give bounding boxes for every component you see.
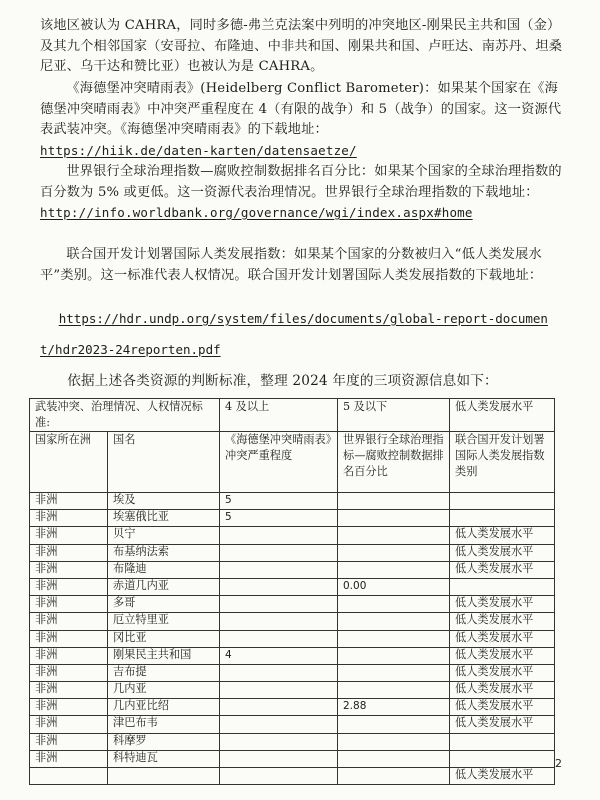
table-row (30, 613, 555, 630)
cell-continent: 非洲 (30, 664, 108, 681)
cell-continent: 非洲 (30, 493, 108, 510)
table-header-columns (30, 432, 555, 493)
cell-governance (338, 596, 450, 613)
human-rights-threshold: 低人类发展水平 (450, 399, 555, 432)
cell-continent: 非洲 (30, 647, 108, 664)
cell-governance (338, 613, 450, 630)
cell-human-rights: 低人类发展水平 (450, 768, 555, 785)
cell-armed (220, 750, 338, 767)
cell-armed (220, 596, 338, 613)
cell-human-rights: 低人类发展水平 (450, 596, 555, 613)
undp-link-line1[interactable] (40, 310, 570, 328)
cell-human-rights: 低人类发展水平 (450, 716, 555, 733)
cell-country: 冈比亚 (108, 630, 220, 647)
cell-armed: 5 (220, 493, 338, 510)
table-row (30, 527, 555, 544)
table-row (30, 750, 555, 767)
cell-continent: 非洲 (30, 630, 108, 647)
table-header-criteria (30, 399, 555, 432)
cell-armed (220, 733, 338, 750)
cell-continent: 非洲 (30, 596, 108, 613)
worldbank-link[interactable]: http://info.worldbank.org/governance/wgi/index.aspx#home (40, 205, 473, 220)
cell-country: 多哥 (108, 596, 220, 613)
table-row (30, 647, 555, 664)
table-row (30, 544, 555, 561)
cell-governance (338, 733, 450, 750)
cell-armed (220, 716, 338, 733)
worldbank-text: 世界银行全球治理指数—腐败控制数据排名百分比：如果某个国家的全球治理指数的百分数为 5% 或更低。这一资源代表治理情况。世界银行全球治理指数的下载地址： (40, 164, 562, 200)
cell-governance (338, 493, 450, 510)
cell-armed (220, 768, 338, 785)
cell-human-rights (450, 733, 555, 750)
cell-governance (338, 561, 450, 578)
cell-governance (338, 630, 450, 647)
cell-governance (338, 682, 450, 699)
table-row (30, 768, 555, 785)
cell-continent: 非洲 (30, 578, 108, 595)
cell-armed (220, 664, 338, 681)
table-row (30, 596, 555, 613)
cell-armed (220, 544, 338, 561)
table-row (30, 664, 555, 681)
cell-governance: 0.00 (338, 578, 450, 595)
cell-continent: 非洲 (30, 613, 108, 630)
table-body (30, 493, 555, 785)
cell-country: 埃塞俄比亚 (108, 510, 220, 527)
cell-governance (338, 716, 450, 733)
cell-country: 科特迪瓦 (108, 750, 220, 767)
heidelberg-paragraph (40, 79, 565, 162)
cell-country: 埃及 (108, 493, 220, 510)
cell-country (108, 768, 220, 785)
cell-country: 几内亚比绍 (108, 699, 220, 716)
cell-human-rights: 低人类发展水平 (450, 544, 555, 561)
cell-continent: 非洲 (30, 716, 108, 733)
cell-human-rights: 低人类发展水平 (450, 613, 555, 630)
table-row (30, 733, 555, 750)
cell-armed (220, 699, 338, 716)
cell-country: 布基纳法索 (108, 544, 220, 561)
cell-human-rights: 低人类发展水平 (450, 682, 555, 699)
table-row (30, 716, 555, 733)
cell-continent: 非洲 (30, 561, 108, 578)
cell-governance (338, 510, 450, 527)
table-row (30, 578, 555, 595)
cell-continent: 非洲 (30, 733, 108, 750)
cell-continent: 非洲 (30, 544, 108, 561)
cell-governance: 2.88 (338, 699, 450, 716)
cahra-paragraph: 该地区被认为 CAHRA，同时多德-弗兰克法案中列明的冲突地区-刚果民主共和国（金）及其九个相邻国家（安哥拉、布隆迪、中非共和国、刚果共和国、卢旺达、南苏丹、坦桑尼亚、乌干达和赞比亚）也被认为是 CAHRA。 (40, 18, 563, 74)
cell-continent: 非洲 (30, 750, 108, 767)
table-row (30, 630, 555, 647)
cell-governance (338, 647, 450, 664)
table-row (30, 510, 555, 527)
cell-human-rights (450, 750, 555, 767)
worldbank-paragraph (40, 162, 565, 225)
undp-link-line2[interactable] (40, 341, 570, 359)
cell-country: 吉布提 (108, 664, 220, 681)
table-row (30, 699, 555, 716)
cell-human-rights: 低人类发展水平 (450, 664, 555, 681)
cell-armed (220, 630, 338, 647)
cell-governance (338, 750, 450, 767)
cell-human-rights (450, 578, 555, 595)
cell-country: 贝宁 (108, 527, 220, 544)
cell-armed (220, 561, 338, 578)
cell-continent (30, 768, 108, 785)
col-continent: 国家所在洲 (30, 432, 108, 493)
governance-threshold: 5 及以下 (338, 399, 450, 432)
cell-human-rights: 低人类发展水平 (450, 561, 555, 578)
resource-table (29, 398, 555, 785)
col-armed-conflict: 《海德堡冲突晴雨表》冲突严重程度 (220, 432, 338, 493)
cell-human-rights: 低人类发展水平 (450, 647, 555, 664)
cell-human-rights: 低人类发展水平 (450, 630, 555, 647)
cell-armed (220, 527, 338, 544)
cell-country: 刚果民主共和国 (108, 647, 220, 664)
table-row (30, 493, 555, 510)
undp-paragraph: 联合国开发计划署国际人类发展指数：如果某个国家的分数被归入“低人类发展水平”类别。这一标准代表人权情况。联合国开发计划署国际人类发展指数的下载地址： (40, 247, 543, 283)
cell-armed (220, 578, 338, 595)
cell-country: 科摩罗 (108, 733, 220, 750)
heidelberg-text: 《海德堡冲突晴雨表》(Heidelberg Conflict Barometer)：如果某个国家在《海德堡冲突晴雨表》中冲突严重程度在 4（有限的战争）和 5（战争）的国家。这一资源代表武装冲突。《海德堡冲突晴雨表》的下载地址： (40, 81, 562, 137)
cell-human-rights (450, 510, 555, 527)
cell-continent: 非洲 (30, 510, 108, 527)
cell-governance (338, 527, 450, 544)
cell-governance (338, 768, 450, 785)
cell-human-rights: 低人类发展水平 (450, 527, 555, 544)
cell-continent: 非洲 (30, 682, 108, 699)
cell-continent: 非洲 (30, 527, 108, 544)
heidelberg-link[interactable]: https://hiik.de/daten-karten/datensaetze/ (40, 142, 357, 158)
undp-link-part2[interactable]: t/hdr2023-24reporten.pdf (40, 342, 221, 357)
cell-armed: 5 (220, 510, 338, 527)
undp-link-part1[interactable]: https://hdr.undp.org/system/files/documents/global-report-documen (58, 311, 548, 326)
cell-country: 几内亚 (108, 682, 220, 699)
cell-armed (220, 682, 338, 699)
cell-continent: 非洲 (30, 699, 108, 716)
armed-threshold: 4 及以上 (220, 399, 338, 432)
cell-governance (338, 664, 450, 681)
table-row (30, 561, 555, 578)
col-country: 国名 (108, 432, 220, 493)
table-row (30, 682, 555, 699)
cell-governance (338, 544, 450, 561)
cell-country: 赤道几内亚 (108, 578, 220, 595)
summary-paragraph: 依据上述各类资源的判断标准，整理 2024 年度的三项资源信息如下： (67, 373, 498, 389)
cell-country: 津巴布韦 (108, 716, 220, 733)
cell-country: 厄立特里亚 (108, 613, 220, 630)
cell-human-rights (450, 493, 555, 510)
cell-armed: 4 (220, 647, 338, 664)
cell-human-rights: 低人类发展水平 (450, 699, 555, 716)
cell-armed (220, 613, 338, 630)
col-human-rights: 联合国开发计划署国际人类发展指数类别 (450, 432, 555, 493)
cell-country: 布隆迪 (108, 561, 220, 578)
page-number: 2 (555, 757, 562, 770)
col-governance: 世界银行全球治理指标—腐败控制数据排名百分比 (338, 432, 450, 493)
criteria-label: 武装冲突、治理情况、人权情况标准: (30, 399, 220, 432)
